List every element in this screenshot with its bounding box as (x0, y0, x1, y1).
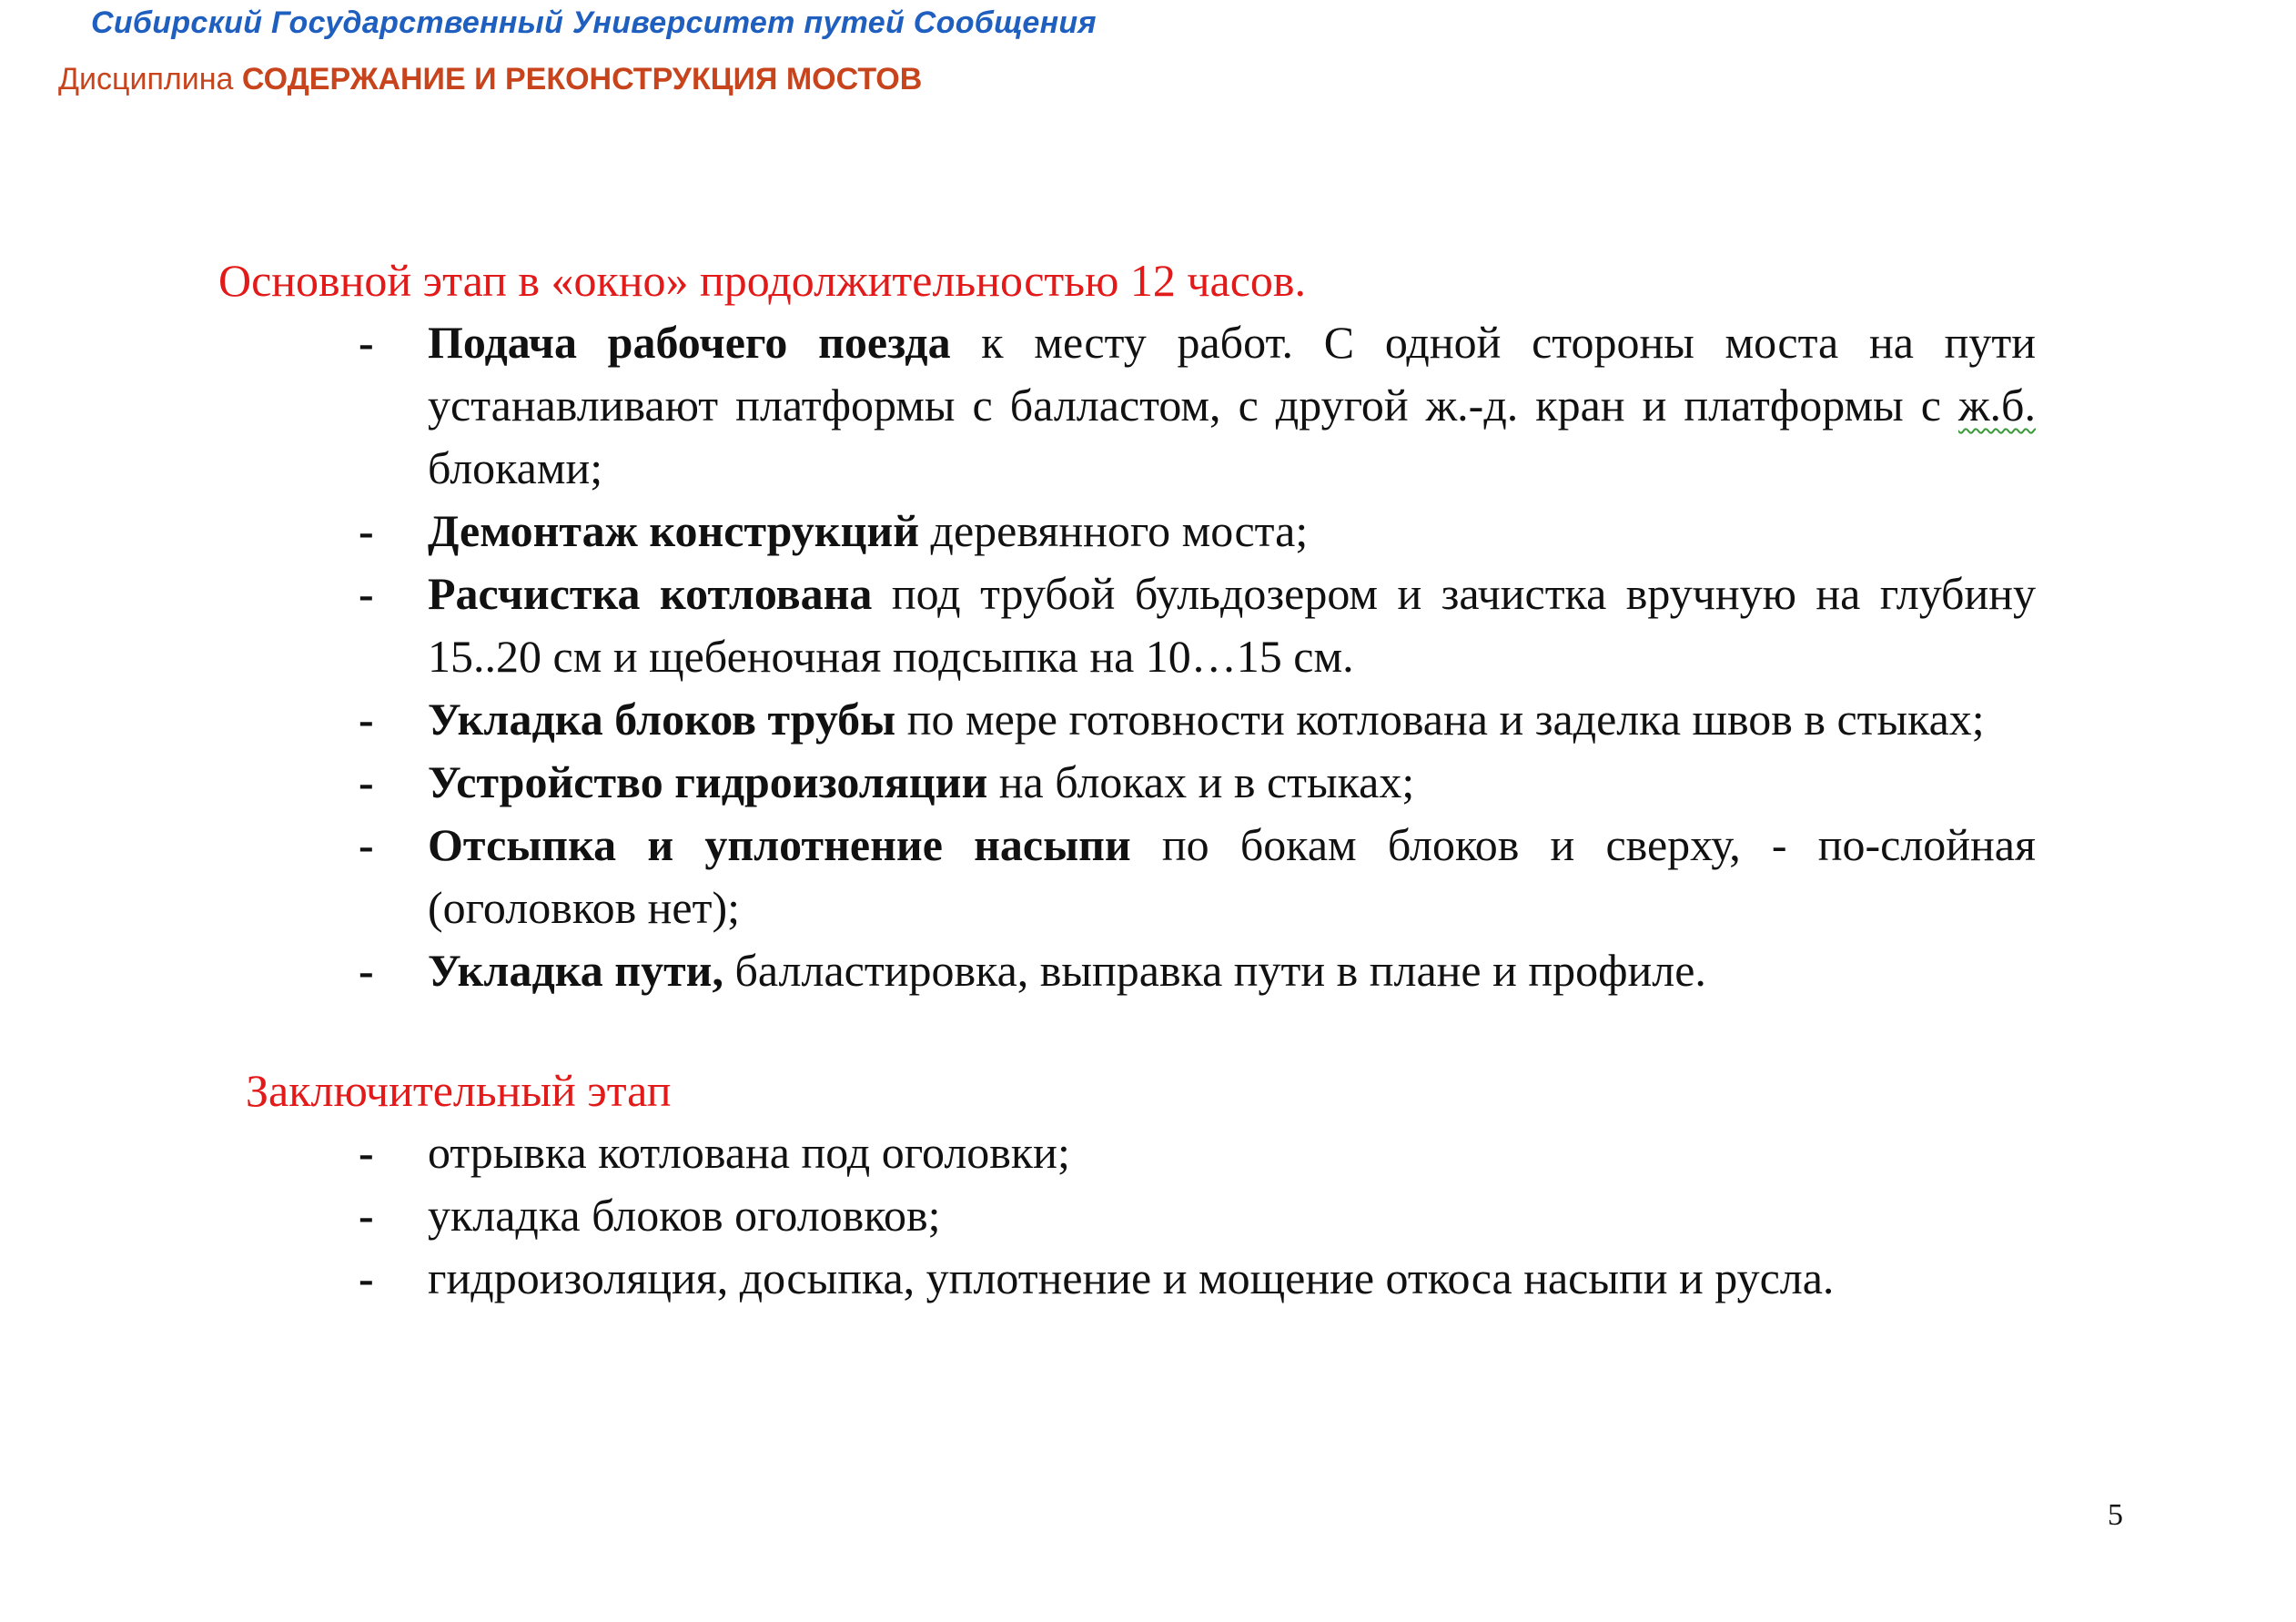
item-text: гидроизоляция, досыпка, уплотнение и мощение откоса насыпи и русла. (428, 1252, 1835, 1303)
item-text: по мере готовности котлована и заделка швов в стыках; (895, 694, 1985, 745)
item-text: балластировка, выправка пути в плане и профиле. (723, 945, 1706, 996)
item-bold-text: Укладка пути, (428, 945, 723, 996)
spellcheck-word: ж.б. (1958, 380, 2036, 431)
page-number: 5 (2108, 1498, 2123, 1532)
list-bullet: - (359, 819, 374, 870)
item-text: отрывка котлована под оголовки; (428, 1127, 1070, 1178)
list-item (357, 1184, 2036, 1247)
list-item (357, 814, 2036, 939)
list-bullet: - (359, 1127, 374, 1178)
list-bullet: - (359, 505, 374, 556)
list-item (357, 311, 2036, 500)
item-bold-text: Расчистка котлована (428, 568, 873, 619)
discipline-line (58, 62, 922, 97)
item-text: укладка блоков оголовков; (428, 1190, 941, 1241)
item-text-tail: блоками; (428, 442, 603, 493)
list-item (357, 751, 2036, 814)
item-text: под трубой бульдозером и зачистка вручную на глубину 15..20 см и щебеночная подсыпка на 10…15 см. (428, 568, 2036, 682)
item-text: к месту работ. С одной стороны моста на пути устанавливают платформы с балластом, с другой ж.-д. кран и платформы с (428, 317, 2036, 431)
item-bold-text: Отсыпка и уплотнение насыпи (428, 819, 1131, 870)
list-bullet: - (359, 317, 374, 368)
list-item (357, 688, 2036, 751)
list-bullet: - (359, 756, 374, 807)
list-bullet: - (359, 1252, 374, 1303)
item-bold-text: Демонтаж конструкций (428, 505, 920, 556)
final-stage-list (357, 1121, 2036, 1310)
list-item (357, 563, 2036, 688)
list-bullet: - (359, 945, 374, 996)
main-stage-list (357, 311, 2036, 1002)
item-bold-text: Устройство гидроизоляции (428, 756, 988, 807)
item-text: деревянного моста; (919, 505, 1309, 556)
final-stage-heading: Заключительный этап (246, 1065, 672, 1116)
list-item (357, 500, 2036, 563)
item-text: по бокам блоков и сверху, - по-слойная (оголовков нет); (428, 819, 2036, 933)
item-bold-text: Подача рабочего поезда (428, 317, 951, 368)
list-bullet: - (359, 694, 374, 745)
list-item (357, 939, 2036, 1002)
main-stage-heading: Основной этап в «окно» продолжительностью 12 часов. (218, 255, 1307, 306)
discipline-prefix: Дисциплина (58, 62, 234, 96)
item-bold-text: Укладка блоков трубы (428, 694, 896, 745)
list-item (357, 1121, 2036, 1184)
item-text: на блоках и в стыках; (987, 756, 1415, 807)
discipline-name: СОДЕРЖАНИЕ И РЕКОНСТРУКЦИЯ МОСТОВ (241, 62, 923, 96)
university-name: Сибирский Государственный Университет путей Сообщения (91, 5, 1097, 40)
list-bullet: - (359, 1190, 374, 1241)
list-bullet: - (359, 568, 374, 619)
list-item (357, 1247, 2036, 1310)
